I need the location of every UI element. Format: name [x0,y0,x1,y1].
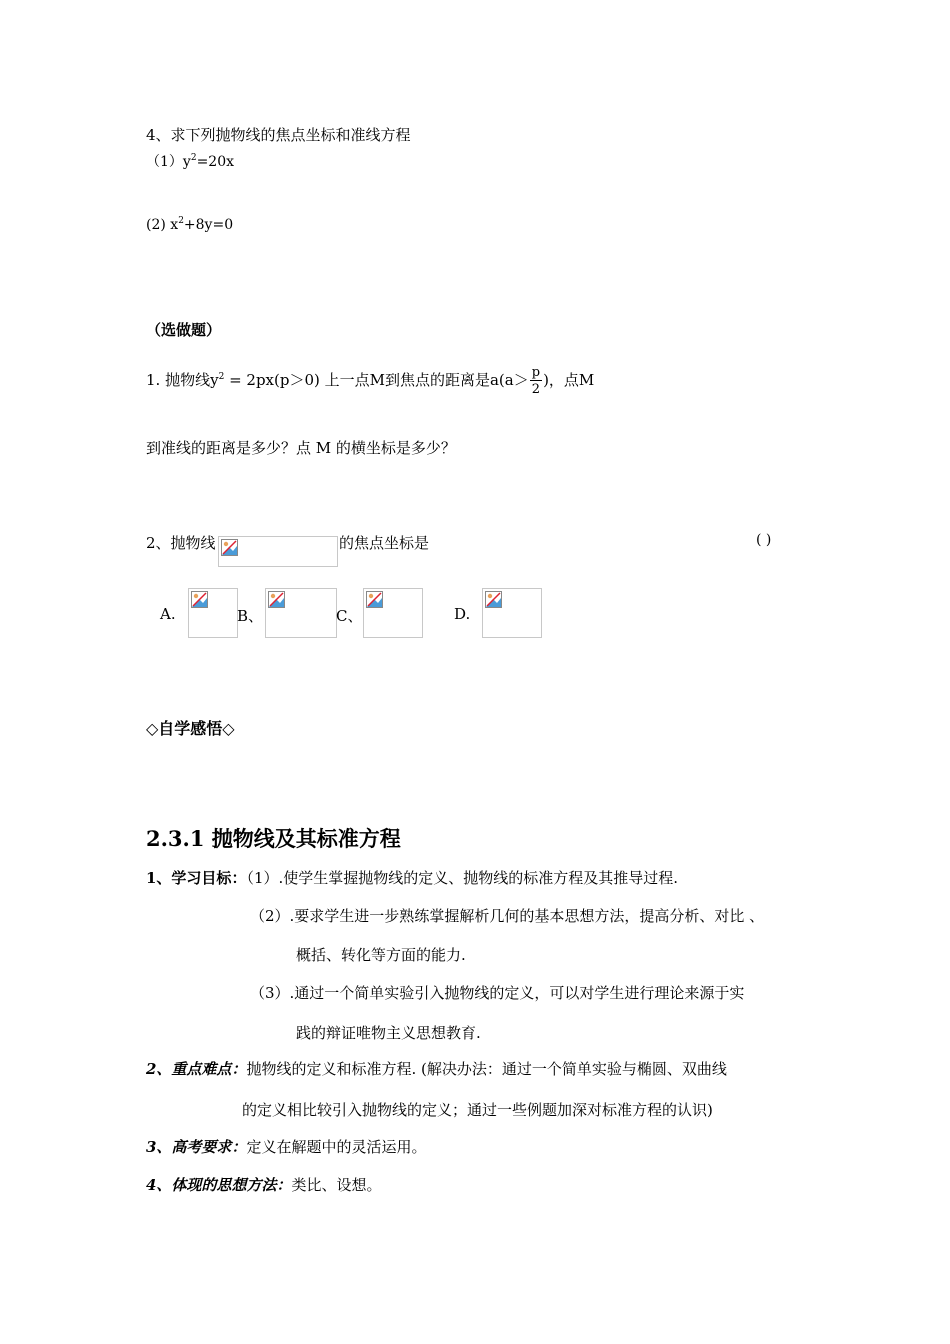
fraction-numerator: p [531,365,541,380]
broken-image-icon [366,591,383,608]
learning-goals-line [146,867,678,888]
broken-image-icon [221,539,238,556]
option-c-image-placeholder[interactable] [363,588,423,638]
optional-problem-1-line-2: 到准线的距离是多少？点 M 的横坐标是多少？ [146,439,456,457]
key-points-line-2: 的定义相比较引入抛物线的定义；通过一些例题加深对标准方程的认识) [242,1101,713,1119]
section-title: 2.3.1 抛物线及其标准方程 [146,826,401,851]
option-b-label: B、 [237,607,264,625]
key-points-text: 抛物线的定义和标准方程. (解决办法：通过一个简单实验与椭圆、双曲线 [246,1060,727,1078]
exam-requirements-text: 定义在解题中的灵活运用。 [246,1138,427,1156]
item-2-exponent: 2 [178,216,184,226]
goal-1: （1）.使学生掌握抛物线的定义、抛物线的标准方程及其推导过程. [246,869,679,887]
problem-1-exponent: 2 [218,372,225,382]
item-1-suffix: =20x [196,154,235,170]
exam-requirements-label: 3、高考要求： [146,1138,247,1156]
key-points-line [146,1058,727,1079]
goal-2-line-1: （2）.要求学生进一步熟练掌握解析几何的基本思想方法，提高分析、对比 、 [250,907,765,925]
broken-image-icon [485,591,502,608]
question-4-item-1 [146,151,234,171]
item-2-suffix: +8y=0 [183,217,234,233]
item-2-prefix: (2) x [146,217,179,233]
option-c-label: C、 [336,607,363,625]
option-d-image-placeholder[interactable] [482,588,542,638]
goal-3-line-2: 践的辩证唯物主义思想教育. [296,1024,481,1042]
exam-requirements-line [146,1136,426,1157]
methods-line [146,1174,381,1195]
formula-image-placeholder [218,536,338,567]
optional-problem-1 [146,362,594,398]
item-1-prefix: （1）y [146,154,191,170]
methods-text: 类比、设想。 [291,1176,382,1194]
reflection-heading: ◇自学感悟◇ [146,719,235,738]
option-a-label: A. [160,605,176,623]
methods-label: 4、体现的思想方法： [146,1176,292,1194]
goal-2-line-2: 概括、转化等方面的能力. [296,946,466,964]
problem-1-part-2: = 2px(p＞0) 上一点M到焦点的距离是a(a＞ [224,371,529,389]
broken-image-icon [268,591,285,608]
fraction-denominator: 2 [531,382,541,397]
option-d-label: D. [454,605,471,623]
learning-goals-label: 1、学习目标： [146,869,247,887]
item-1-exponent: 2 [190,153,197,163]
option-a-image-placeholder[interactable] [188,588,238,638]
answer-parentheses: ( ) [756,532,772,548]
goal-3-line-1: （3）.通过一个简单实验引入抛物线的定义，可以对学生进行理论来源于实 [250,984,745,1002]
option-b-image-placeholder[interactable] [265,588,337,638]
key-points-label: 2、重点难点： [146,1060,247,1078]
question-4-item-2 [146,217,233,233]
p-over-2-fraction [530,366,542,396]
problem-2-prefix: 2、抛物线 [146,534,216,552]
question-4-title: 4、求下列抛物线的焦点坐标和准线方程 [146,126,411,144]
problem-1-part-3: )，点M [543,371,595,389]
problem-1-part-1: 1. 抛物线y [146,371,219,389]
problem-2-suffix: 的焦点坐标是 [339,534,430,552]
broken-image-icon [191,591,208,608]
optional-heading: （选做题） [146,321,222,339]
